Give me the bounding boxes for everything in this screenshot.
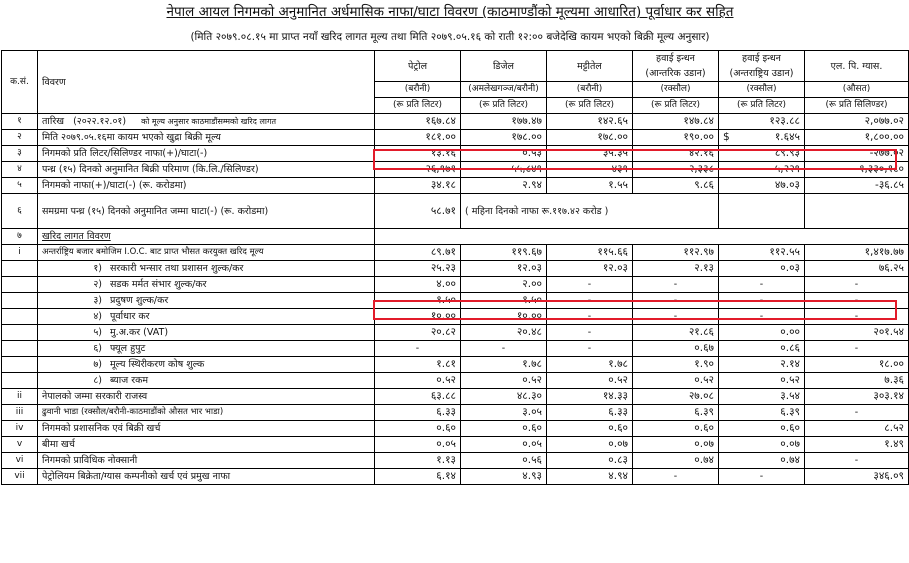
row-label: समग्रमा पन्ध्र (१५) दिनको अनुमानित जम्मा घाटा(-) (रू. करोडमा) [38,194,375,229]
row-label: नेपालको जम्मा सरकारी राजस्व [38,389,375,405]
cell-value: १.५० [375,293,461,309]
row-label: ढुवानी भाडा (रक्सौल/बरौनी-काठमाडौंको औसत भार भाडा) [38,405,375,421]
cell-value: ०.५२ [461,373,547,389]
cell-value: २०.८२ [375,325,461,341]
table-row [2,277,909,293]
cell-value: -३६.८५ [805,178,909,194]
cell-value: ०.६० [461,421,547,437]
cell-value: - [633,277,719,293]
empty-cell [805,194,909,229]
cell-value: - [719,293,805,309]
row-label: निगमको प्राविधिक नोक्सानी [38,453,375,469]
cell-value: ०.५२ [547,373,633,389]
cell-value: १,४१७.७७ [805,245,909,261]
row-sn: ii [2,389,38,405]
table-row [2,453,909,469]
monthly-note: ( महिना दिनको नाफा रू.११७.४२ करोड ) [461,194,719,229]
table-row [2,146,909,162]
cell-value: ४८.३० [461,389,547,405]
dollar-sign: $ [723,131,730,143]
row-label: पेट्रोलियम बिक्रेता/ग्यास कम्पनीको खर्च एवं प्रमुख नाफा [38,469,375,485]
cell-value: ४.०० [375,277,461,293]
cell-value: ९.८६ [633,178,719,194]
cell-value: १२.०३ [547,261,633,277]
cell-value: १.७८ [461,357,547,373]
cell-value: १६७.८४ [375,114,461,130]
row-sn: ५ [2,178,38,194]
cell-value: १३.१६ [375,146,461,162]
cell-value: १२.०३ [461,261,547,277]
cell-value: १८.०० [805,357,909,373]
cell-value: १४७.८४ [633,114,719,130]
cell-value: ०.०५ [375,437,461,453]
cell-value: ४.९३ [461,469,547,485]
cell-value: २.१३ [633,261,719,277]
cell-value: २१.८६ [633,325,719,341]
row-label: ३) प्रदुषण शुल्क/कर [38,293,375,309]
cell-value: ११२.५५ [719,245,805,261]
row-label: बीमा खर्च [38,437,375,453]
cell-value: २,३३८ [633,162,719,178]
cell-value: -२७७.०२ [805,146,909,162]
cell-value: ८९.९३ [719,146,805,162]
cell-value: ०.०५ [461,437,547,453]
table-row [2,309,909,325]
cell-value: ७.३६ [805,373,909,389]
cell-value: ११५.६६ [547,245,633,261]
row-sn [2,325,38,341]
row-label: ७) मूल्य स्थिरीकरण कोष शुल्क [38,357,375,373]
cell-value: - [633,293,719,309]
table-row [2,389,909,405]
row-label: तारिख (२०२२.१२.०१) को मूल्य अनुसार काठमाडौंसम्मको खरिद लागत [38,114,375,130]
table-row [2,357,909,373]
row-sn: vii [2,469,38,485]
cell-value: २.१४ [719,357,805,373]
empty-cell [375,229,909,245]
cell-value: - [805,277,909,293]
cell-value: १.८१ [375,357,461,373]
cell-value: - [461,341,547,357]
cell-value: ४२.१६ [633,146,719,162]
row-label: निगमको प्रशासनिक एवं बिक्री खर्च [38,421,375,437]
cell-value: - [633,469,719,485]
cell-value: ०.५६ [461,453,547,469]
row-sn [2,373,38,389]
table-row [2,325,909,341]
header-product-lpg: एल. पि. ग्यास. [805,51,909,82]
cell-value: २७.०८ [633,389,719,405]
cell-value: ४३९ [547,162,633,178]
table-row [2,261,909,277]
cell-value: - [633,309,719,325]
row-label: १) सरकारी भन्सार तथा प्रशासन शुल्क/कर [38,261,375,277]
cell-value: १८१.०० [375,130,461,146]
table-row [2,437,909,453]
table-row [2,293,909,309]
cell-value: - [547,341,633,357]
table-row [2,421,909,437]
cell-value: १२३.८८ [719,114,805,130]
cell-value: ०.६० [719,421,805,437]
cell-value: १,३३०,१८० [805,162,909,178]
header-unit: (रक्सौल) [633,82,719,98]
row-label: ४) पूर्वाधार कर [38,309,375,325]
cell-value: १.९० [633,357,719,373]
cell-value: १०.०० [375,309,461,325]
cell-value: ३५.३५ [547,146,633,162]
cell-value: ३०३.१४ [805,389,909,405]
cell-value: १.४९ [805,437,909,453]
header-unit: (रक्सौल) [719,82,805,98]
row-label: ८) ब्याज रकम [38,373,375,389]
cell-value: २५.२३ [375,261,461,277]
cell-value: २.९४ [461,178,547,194]
header-unit: (बरौनी) [375,82,461,98]
row-label: मिति २०७९.०५.१६मा कायम भएको खुद्रा बिक्री मूल्य [38,130,375,146]
table-row [2,341,909,357]
header-unit: (बरौनी) [547,82,633,98]
cell-value: ०.७४ [633,453,719,469]
cell-value: ३४.१८ [375,178,461,194]
cell-value: ०.७४ [719,453,805,469]
table-row [2,245,909,261]
cell-value: ०.०७ [547,437,633,453]
cell-value: ११२.९७ [633,245,719,261]
cell-value: ०.५२ [633,373,719,389]
page-subtitle: (मिति २०७९.०८.१५ मा प्राप्त नयाँ खरिद लागत मूल्य तथा मिति २०७९.०५.१६ को राती १२:०० बजेदेखि कायम भएको बिक्री मूल्य अनुसार) [190,31,710,43]
header-product-atf-domestic: हवाई इन्धन (आन्तरिक उडान) [633,51,719,82]
header-sn: क.सं. [2,51,38,114]
row-sn: iii [2,405,38,421]
cell-value: १७८.०० [461,130,547,146]
row-sn: i [2,245,38,261]
table-row [2,373,909,389]
cell-value: ६.३३ [547,405,633,421]
row-sn: ६ [2,194,38,229]
cell-value: १०.०० [461,309,547,325]
cell-value: - [805,405,909,421]
table-row [2,194,909,229]
cell-value: - [375,341,461,357]
cell-value: १.७८ [547,357,633,373]
cell-value: ०.५३ [461,146,547,162]
row-sn [2,357,38,373]
cell-value: ०.५२ [375,373,461,389]
cell-value: ८.५२ [805,421,909,437]
row-label: ६) फ्यूल हुपुट [38,341,375,357]
header-product-kerosene: मट्टीतेल [547,51,633,82]
table-row [2,162,909,178]
cell-value: - [547,309,633,325]
header-row [2,51,909,82]
header-product-diesel: डिजेल [461,51,547,82]
cell-value: १४२.६५ [547,114,633,130]
cell-value: ४.९४ [547,469,633,485]
cell-value: - [805,453,909,469]
cell-value: ३.५४ [719,389,805,405]
cell-value: ०.०७ [633,437,719,453]
row-label: ५) मु.अ.कर (VAT) [38,325,375,341]
header-per-unit: (रू प्रति लिटर) [375,98,461,114]
cell-value: ५५,८४९ [461,162,547,178]
header-unit: (औसत) [805,82,909,98]
header-per-unit: (रू प्रति लिटर) [547,98,633,114]
cell-value: २०.४८ [461,325,547,341]
cell-value: - [547,277,633,293]
row-sn [2,293,38,309]
cell-value: ०.८६ [719,341,805,357]
cell-value: ५,२२९ [719,162,805,178]
cell-value: ४७.०३ [719,178,805,194]
header-per-unit: (रू प्रति लिटर) [461,98,547,114]
cell-value: ३.०५ [461,405,547,421]
cell-value: ६.३९ [633,405,719,421]
cell-value: ०.०३ [719,261,805,277]
row-sn: iv [2,421,38,437]
row-label: निगमको नाफा(+)/घाटा(-) (रू. करोडमा) [38,178,375,194]
cell-value: ६.१४ [375,469,461,485]
cell-value: १९०.०० [633,130,719,146]
row-sn [2,277,38,293]
row-sn: ७ [2,229,38,245]
cell-value: २.०० [461,277,547,293]
cell-value: - [719,277,805,293]
cell-value: ३४६.०९ [805,469,909,485]
cell-value: १,८००.०० [805,130,909,146]
table-row [2,405,909,421]
cell-value: $ १.६४५ [719,130,805,146]
header-product-atf-international: हवाई इन्धन (अन्तराष्ट्रिय उडान) [719,51,805,82]
header-per-unit: (रू प्रति लिटर) [719,98,805,114]
cell-value: ८९.७१ [375,245,461,261]
row-label: २) सडक मर्मत संभार शुल्क/कर [38,277,375,293]
cell-value: १.५० [461,293,547,309]
cell-value: २६,९७१ [375,162,461,178]
cell-value: १४.३३ [547,389,633,405]
header-per-unit: (रू प्रति लिटर) [633,98,719,114]
cell-value: ०.६० [547,421,633,437]
cell-value: ०.६७ [633,341,719,357]
cell-value: १७८.०० [547,130,633,146]
row-sn [2,261,38,277]
cell-value: ६३.८८ [375,389,461,405]
empty-cell [719,194,805,229]
cell-value: ७६.२५ [805,261,909,277]
cell-value: ०.६० [633,421,719,437]
header-description: विवरण [38,51,375,114]
row-sn: ४ [2,162,38,178]
row-sn [2,341,38,357]
cell-value: ६.३३ [375,405,461,421]
header-per-unit: (रू प्रति सिलिण्डर) [805,98,909,114]
price-table [1,50,909,485]
table-row [2,469,909,485]
cell-value: - [719,469,805,485]
cell-value: ११९.६७ [461,245,547,261]
page-title: नेपाल आयल निगमको अनुमानित अर्धमासिक नाफा/घाटा विवरण (काठमाण्डौंको मूल्यमा आधारित) पूर्वाधार कर सहित [166,4,734,20]
row-sn: ३ [2,146,38,162]
cell-value: १.५५ [547,178,633,194]
cell-value: ०.६० [375,421,461,437]
row-label: पन्ध्र (१५) दिनको अनुमानित बिक्री परिमाण (कि.लि./सिलिण्डर) [38,162,375,178]
table-row [2,114,909,130]
row-label: निगमको प्रति लिटर/सिलिण्डर नाफा(+)/घाटा(-) [38,146,375,162]
header-product-petrol: पेट्रोल [375,51,461,82]
row-sn: v [2,437,38,453]
row-sn [2,309,38,325]
section-heading: खरिद लागत विवरण [38,229,375,245]
cell-value: ०.०० [719,325,805,341]
row-sn: १ [2,114,38,130]
cell-value: - [805,293,909,309]
cell-value: ०.८३ [547,453,633,469]
cell-value: २०१.५४ [805,325,909,341]
table-row [2,178,909,194]
table-row [2,130,909,146]
cell-value: ६.३९ [719,405,805,421]
section-row [2,229,909,245]
cell-value: - [805,341,909,357]
cell-value: - [805,309,909,325]
cell-value: १.१३ [375,453,461,469]
cell-value: ०.५२ [719,373,805,389]
cell-value: - [547,293,633,309]
row-sn: २ [2,130,38,146]
row-label: अन्तर्राष्ट्रिय बजार बमोजिम I.O.C. बाट प्राप्त भौसत करयुक्त खरिद मूल्य [38,245,375,261]
cell-total: ५८.७१ [375,194,461,229]
header-unit: (अमलेखगञ्ज/बरौनी) [461,82,547,98]
cell-value: ०.०७ [719,437,805,453]
cell-value: २,०७७.०२ [805,114,909,130]
row-sn: vi [2,453,38,469]
cell-value: - [719,309,805,325]
cell-value: - [547,325,633,341]
cell-value: १७७.४७ [461,114,547,130]
